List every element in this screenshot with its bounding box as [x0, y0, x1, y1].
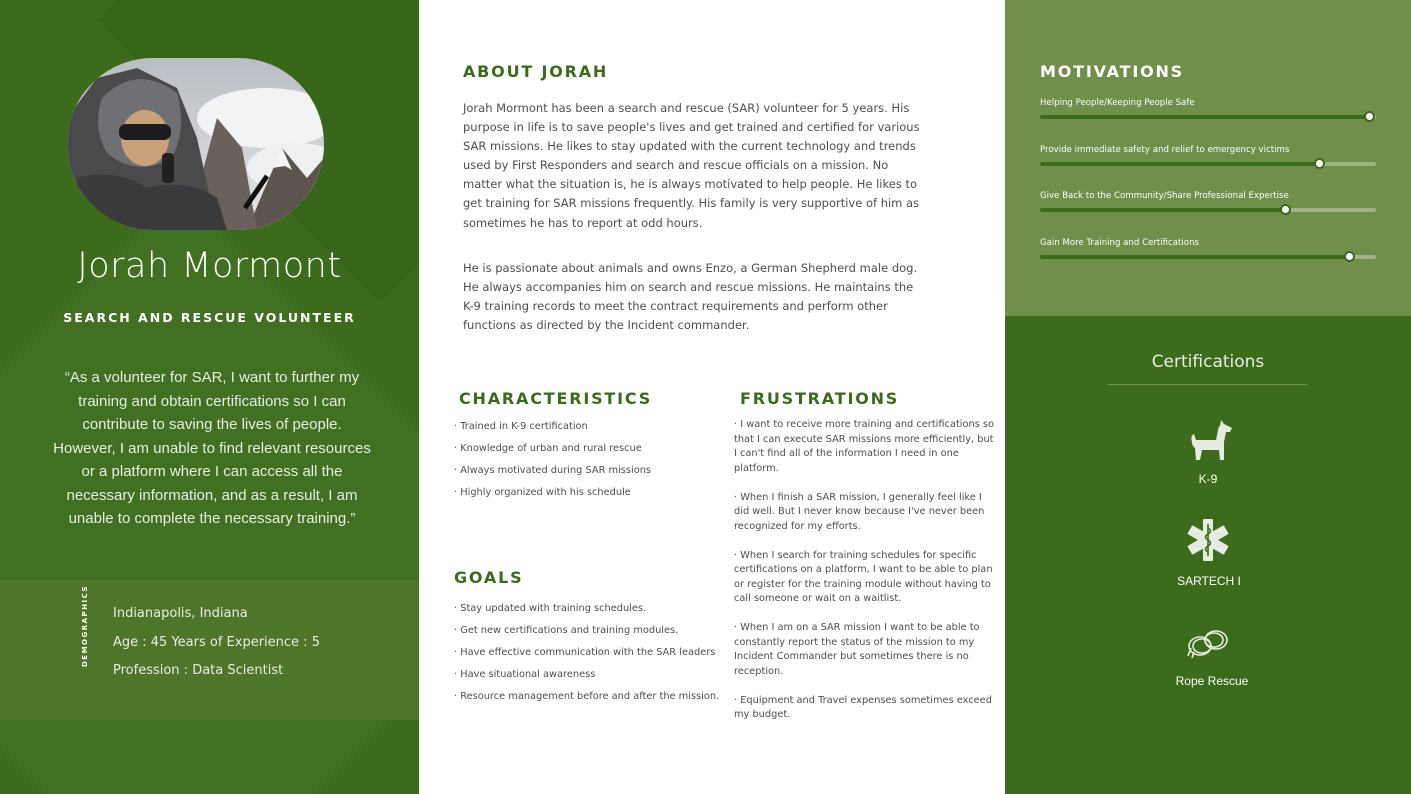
goals-title: GOALS — [454, 568, 524, 587]
rope-icon — [1186, 626, 1230, 660]
demographics-age-experience: Age : 45 Years of Experience : 5 — [113, 634, 320, 650]
star-of-life-icon — [1186, 518, 1230, 562]
persona-name: Jorah Mormont — [77, 246, 342, 286]
about-paragraph-2: He is passionate about animals and owns Enzo, a German Shepherd male dog. He always accompanies him on search and rescue missions. He maintains the K-9 training records to meet the contract requirements and perform other functions as directed by the Incident commander. — [463, 261, 918, 333]
motivation-knob — [1314, 158, 1325, 169]
about-paragraph-1: Jorah Mormont has been a search and rescue (SAR) volunteer for 5 years. His purpose in life is to save people's lives and get trained and certified for various SAR missions. He likes to stay updated with the current technology and trends used by First Responders and search and rescue officials on a mission. No matter what the situation is, he is always motivated to help people. He likes to get training for SAR missions frequently. His family is very supportive of him as sometimes he has to report at odd hours. — [463, 101, 920, 230]
motivation-slider — [1040, 162, 1376, 166]
demographics-profession: Profession : Data Scientist — [113, 663, 284, 678]
persona-quote: “As a volunteer for SAR, I want to further my training and obtain certifications so I can contribute to saving the lives of people. However, I am unable to find relevant resources or a platform where I can access all the necessary information, and as a result, I am unable to complete the necessary training.” — [53, 369, 371, 527]
motivation-slider — [1040, 115, 1376, 119]
frustrations-title: FRUSTRATIONS — [740, 389, 900, 408]
motivation-fill — [1040, 115, 1369, 119]
motivation-item — [1040, 145, 1376, 166]
list-item: · Have situational awareness — [454, 669, 596, 680]
demographics-label: DEMOGRAPHICS — [81, 585, 89, 667]
persona-role: SEARCH AND RESCUE VOLUNTEER — [63, 310, 356, 325]
characteristics-list — [454, 421, 651, 509]
list-item: · Knowledge of urban and rural rescue — [454, 443, 642, 454]
list-item: · When I search for training schedules for specific certifications on a platform, I want to be able to plan or register for the training module without having to call someone or wait on a waitlist. — [734, 549, 993, 604]
list-item: · Have effective communication with the SAR leaders — [454, 647, 716, 658]
about-title: ABOUT JORAH — [463, 62, 609, 81]
motivation-label: Give Back to the Community/Share Professional Expertise — [1040, 191, 1289, 201]
motivation-label: Gain More Training and Certifications — [1040, 238, 1199, 248]
demographics-location: Indianapolis, Indiana — [113, 606, 248, 621]
certification-label-sartech: SARTECH I — [1177, 574, 1241, 588]
motivation-fill — [1040, 255, 1349, 259]
motivation-slider — [1040, 208, 1376, 212]
frustrations-list — [734, 418, 996, 737]
list-item: · When I finish a SAR mission, I generally feel like I did well. But I never know because I've never been recognized for my efforts. — [734, 491, 985, 532]
list-item: · When I am on a SAR mission I want to be able to constantly report the status of the mission to my Incident Commander but sometimes there is no reception. — [734, 622, 980, 677]
list-item: · Trained in K-9 certification — [454, 421, 588, 432]
list-item: · Stay updated with training schedules. — [454, 603, 647, 614]
list-item: · I want to receive more training and certifications so that I can execute SAR missions more efficiently, but I can't find all of the information I need in one platform. — [734, 419, 995, 474]
list-item: · Equipment and Travel expenses sometimes exceed my budget. — [734, 694, 992, 720]
certification-label-rope: Rope Rescue — [1175, 674, 1249, 688]
dog-icon — [1188, 420, 1234, 464]
motivations-title: MOTIVATIONS — [1040, 62, 1185, 81]
motivation-fill — [1040, 162, 1319, 166]
demographics-details — [113, 606, 320, 692]
motivation-fill — [1040, 208, 1285, 212]
persona-photo — [67, 58, 324, 230]
characteristics-title: CHARACTERISTICS — [459, 389, 653, 408]
motivation-item — [1040, 191, 1376, 212]
list-item: · Get new certifications and training modules. — [454, 625, 679, 636]
motivation-item — [1040, 98, 1376, 119]
certification-label-k9: K-9 — [1198, 472, 1218, 486]
list-item: · Always motivated during SAR missions — [454, 465, 652, 476]
motivation-label: Provide immediate safety and relief to emergency victims — [1040, 145, 1290, 155]
goals-list — [454, 603, 719, 713]
divider — [1107, 384, 1307, 385]
motivation-item — [1040, 238, 1376, 259]
list-item: · Highly organized with his schedule — [454, 487, 631, 498]
certifications-title: Certifications — [1151, 352, 1265, 372]
list-item: · Resource management before and after the mission. — [454, 691, 720, 702]
motivation-slider — [1040, 255, 1376, 259]
motivation-label: Helping People/Keeping People Safe — [1040, 98, 1195, 108]
